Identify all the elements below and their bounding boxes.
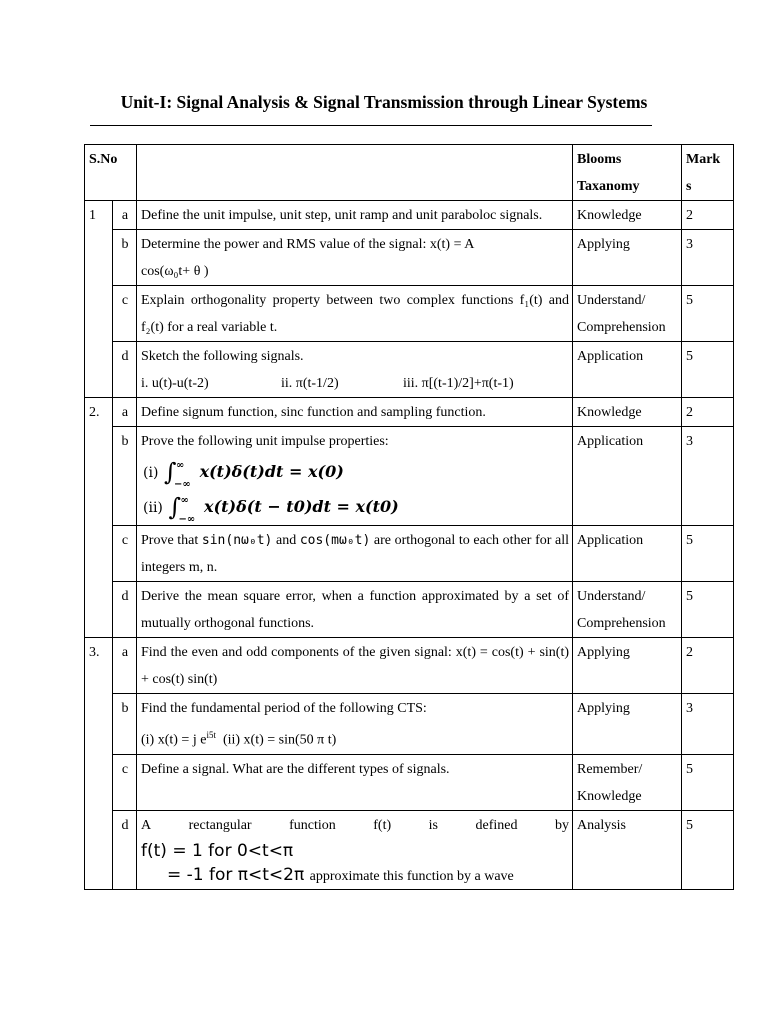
question-text: Find the even and odd components of the given signal: x(t) = cos(t) + sin(t) + cos(t) sin(t) [137, 638, 573, 694]
header-marks-line2: s [686, 179, 692, 194]
blooms-level [573, 754, 682, 810]
blooms-level-line1: Understand/ [577, 293, 646, 308]
sub-label: a [113, 201, 137, 230]
option-i: (i) x(t) = j e [141, 732, 207, 748]
sub-label: b [113, 427, 137, 526]
marks: 5 [682, 582, 734, 638]
question-text-line1: Find the fundamental period of the following CTS: [141, 701, 427, 716]
sub-label: c [113, 286, 137, 342]
table-row [85, 230, 734, 286]
word: is [428, 817, 438, 833]
sub-label: d [113, 582, 137, 638]
sub-label: c [113, 526, 137, 582]
table-row [85, 342, 734, 398]
question-text-line1: Sketch the following signals. [141, 349, 304, 364]
marks: 2 [682, 638, 734, 694]
table-row [85, 810, 734, 889]
question-text-line1: Prove the following unit impulse properties: [141, 434, 389, 449]
blooms-level-line2: Knowledge [577, 788, 642, 804]
marks: 5 [682, 286, 734, 342]
integral-lower-limit: −∞ [173, 478, 191, 490]
question-text-part: are orthogonal to each other for all integers m, n. [141, 533, 570, 575]
option-i-exponent: i5t [206, 730, 216, 740]
integral-lower-limit: −∞ [178, 513, 196, 525]
signal-item: ii. π(t-1/2) [281, 376, 339, 391]
header-sno: S.No [85, 145, 137, 201]
integral-symbol: ∫ ∞ −∞ [168, 493, 198, 523]
word: by [554, 817, 569, 833]
marks: 2 [682, 398, 734, 427]
question-options [141, 722, 569, 754]
sub-label: d [113, 342, 137, 398]
equation-1 [141, 455, 569, 490]
equation-prefix: (ii) [143, 500, 163, 516]
blooms-level-line1: Understand/ [577, 589, 646, 604]
question-text [137, 230, 573, 286]
blooms-level: Applying [573, 638, 682, 694]
blooms-level: Applying [573, 230, 682, 286]
equation-body: x(t)δ(t − t0)dt = x(t0) [204, 497, 399, 516]
integral-upper-limit: ∞ [180, 494, 189, 506]
question-text-tail: approximate this function by a wave [309, 868, 514, 884]
question-number: 2. [85, 398, 113, 638]
sub-label: a [113, 398, 137, 427]
integral-symbol: ∫ ∞ −∞ [164, 458, 194, 488]
blooms-level-line2: Comprehension [577, 320, 666, 335]
question-text: Define signum function, sinc function and sampling function. [137, 398, 573, 427]
question-text [137, 342, 573, 398]
question-text: Derive the mean square error, when a function approximated by a set of mutually orthogonal functions. [137, 582, 573, 638]
word: A [141, 817, 152, 833]
page-title: Unit-I: Signal Analysis & Signal Transmission through Linear Systems [120, 92, 648, 112]
equation-prefix: (i) [143, 465, 159, 481]
signal-item: i. u(t)-u(t-2) [141, 376, 209, 391]
title-divider [90, 125, 652, 126]
header-marks-line1: Mark [686, 152, 721, 167]
blooms-level: Analysis [573, 810, 682, 889]
blooms-level-line1: Remember/ [577, 761, 643, 777]
blooms-level: Knowledge [573, 201, 682, 230]
blooms-level: Application [573, 526, 682, 582]
blooms-level [573, 582, 682, 638]
question-text-part: and [272, 533, 300, 548]
blooms-level: Application [573, 342, 682, 398]
question-text: Define the unit impulse, unit step, unit ramp and unit paraboloc signals. [137, 201, 573, 230]
question-text-line2: cos(ω₀t+ θ ) [141, 264, 209, 279]
function-expression: cos(mω₀t) [299, 533, 371, 548]
header-blooms-line2: Taxanomy [577, 179, 640, 194]
sub-label: d [113, 810, 137, 889]
marks: 3 [682, 230, 734, 286]
function-expression: sin(nω₀t) [201, 533, 273, 548]
question-text [137, 694, 573, 755]
question-text [137, 526, 573, 582]
word: function [289, 817, 336, 833]
table-row [85, 398, 734, 427]
piecewise-line2: = -1 for π<t<2π [167, 864, 305, 885]
question-text-line1 [141, 812, 569, 839]
word: f(t) [373, 817, 392, 833]
table-row [85, 286, 734, 342]
table-header-row [85, 145, 734, 201]
word: rectangular [188, 817, 252, 833]
marks: 5 [682, 342, 734, 398]
marks: 3 [682, 694, 734, 755]
sub-label: c [113, 754, 137, 810]
table-row [85, 427, 734, 526]
question-text [137, 810, 573, 889]
question-text: Explain orthogonality property between two complex functions f₁(t) and f₂(t) for a real variable t. [137, 286, 573, 342]
piecewise-function [141, 839, 569, 889]
table-row [85, 754, 734, 810]
blooms-level-line2: Comprehension [577, 616, 666, 631]
integral-upper-limit: ∞ [175, 459, 185, 471]
sub-label: a [113, 638, 137, 694]
header-question [137, 145, 573, 201]
marks: 2 [682, 201, 734, 230]
table-row [85, 694, 734, 755]
question-number: 3. [85, 638, 113, 890]
equation-2 [141, 490, 569, 525]
option-ii: (ii) x(t) = sin(50 π t) [222, 732, 337, 748]
question-text-line1: Determine the power and RMS value of the signal: x(t) = A [141, 237, 475, 252]
question-text: Define a signal. What are the different types of signals. [137, 754, 573, 810]
marks: 5 [682, 526, 734, 582]
blooms-level: Applying [573, 694, 682, 755]
header-blooms [573, 145, 682, 201]
table-row [85, 201, 734, 230]
question-text [137, 427, 573, 526]
blooms-level: Knowledge [573, 398, 682, 427]
question-text-part: Prove that [141, 533, 202, 548]
question-number: 1 [85, 201, 113, 398]
signal-list [141, 370, 569, 397]
blooms-level [573, 286, 682, 342]
question-table [84, 144, 734, 890]
marks: 5 [682, 810, 734, 889]
equation-body: x(t)δ(t)dt = x(0) [199, 462, 344, 481]
table-row [85, 638, 734, 694]
header-blooms-line1: Blooms [577, 152, 622, 167]
word: defined [475, 817, 518, 833]
table-row [85, 582, 734, 638]
sub-label: b [113, 230, 137, 286]
marks: 3 [682, 427, 734, 526]
blooms-level: Application [573, 427, 682, 526]
marks: 5 [682, 754, 734, 810]
signal-item: iii. π[(t-1)/2]+π(t-1) [403, 376, 514, 391]
piecewise-line1: f(t) = 1 for 0<t<π [141, 840, 294, 861]
sub-label: b [113, 694, 137, 755]
header-marks [682, 145, 734, 201]
